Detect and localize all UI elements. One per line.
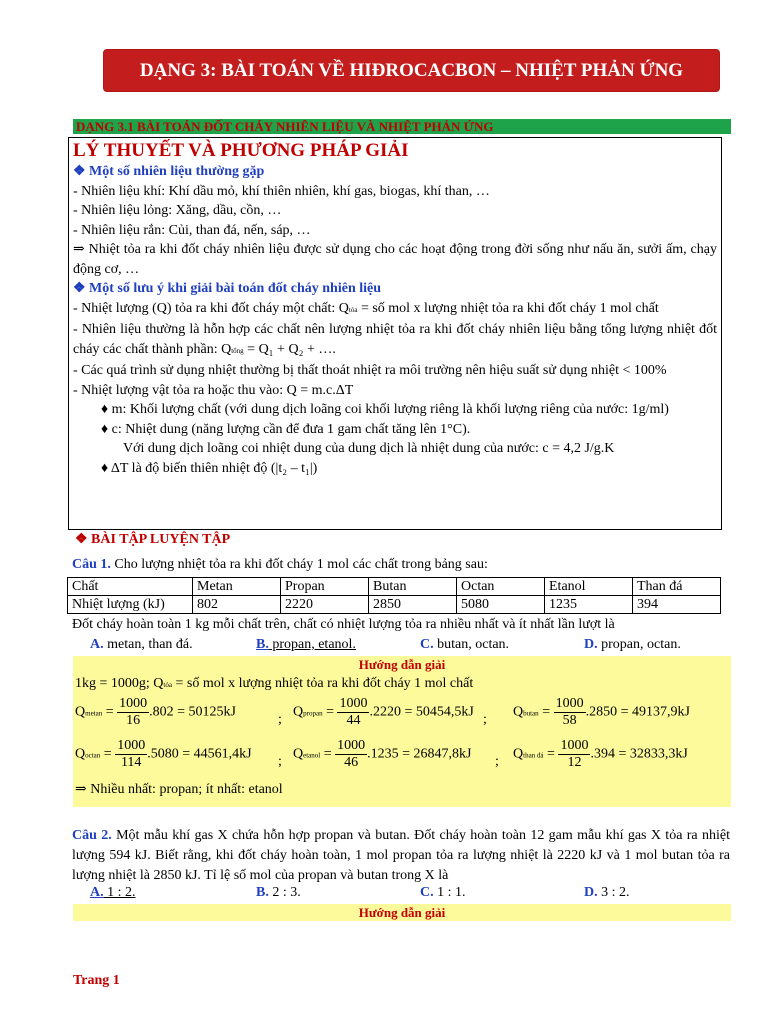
equation-than-da: Qthan đá = $\frac{1000}{12}$ .394 = 32833,3kJ [513, 738, 688, 770]
question-2: Câu 2. Một mẫu khí gas X chứa hỗn hợp propan và butan. Đốt cháy hoàn toàn 12 gam mẫu khí gas X tỏa ra nhiệt lượng 594 kJ. Biết rằng, khi đốt cháy hoàn toàn, 1 mol propan tỏa ra lượng nhiệt là 2220 kJ và 1 mol butan tỏa ra lượng nhiệt là 2850 kJ. Tỉ lệ số mol của propan và butan trong X là [72, 828, 730, 883]
table-cell: 394 [633, 596, 721, 614]
theory-line-heat: - Nhiệt lượng (Q) tỏa ra khi đốt cháy một chất: Qtỏa = số mol x lượng nhiệt tỏa ra khi đốt cháy 1 mol chất [73, 300, 659, 316]
table-cell: Chất [68, 578, 193, 596]
theory-heading: LÝ THUYẾT VÀ PHƯƠNG PHÁP GIẢI [73, 140, 409, 161]
option-b[interactable]: B. 2 : 3. [256, 885, 301, 900]
table-cell: Etanol [545, 578, 633, 596]
theory-line: - Nhiệt lượng vật tỏa ra hoặc thu vào: Q = m.c.ΔT [73, 382, 354, 398]
separator: ; [483, 712, 487, 727]
option-d[interactable]: D. 3 : 2. [584, 885, 630, 900]
page-title: DẠNG 3: BÀI TOÁN VỀ HIĐROCACBON – NHIỆT PHẢN ỨNG [103, 49, 720, 92]
heat-table [67, 577, 721, 614]
option-a[interactable]: A. metan, than đá. [90, 637, 193, 652]
theory-line: - Nhiên liệu khí: Khí dầu mỏ, khí thiên nhiên, khí gas, biogas, khí than, … [73, 183, 490, 199]
table-cell: Octan [457, 578, 545, 596]
equation-octan: Qoctan = $\frac{1000}{114}$ .5080 = 44561,4kJ [75, 738, 252, 770]
theory-line: - Nhiên liệu rắn: Củi, than đá, nến, sáp, … [73, 222, 311, 238]
table-cell: Nhiệt lượng (kJ) [68, 596, 193, 614]
theory-line: ⇒ Nhiệt tỏa ra khi đốt cháy nhiên liệu được sử dụng cho các hoạt động trong đời sống như nấu ăn, sưởi ấm, chạy động cơ, … [73, 242, 717, 277]
theory-line: Với dung dịch loãng coi nhiệt dung của dung dịch là nhiệt dung của nước: c = 4,2 J/g.K [123, 441, 615, 456]
solution-title: Hướng dẫn giải [358, 657, 446, 672]
theory-subheading-notes: ❖ Một số lưu ý khi giải bài toán đốt cháy nhiên liệu [73, 281, 382, 296]
table-header-row [68, 578, 721, 596]
equation-butan: Qbutan = $\frac{1000}{58}$ .2850 = 49137,9kJ [513, 696, 690, 728]
option-c[interactable]: C. 1 : 1. [420, 885, 466, 900]
separator: ; [278, 712, 282, 727]
table-cell: 1235 [545, 596, 633, 614]
table-cell: 2850 [369, 596, 457, 614]
table-cell: Propan [281, 578, 369, 596]
theory-line: ♦ m: Khối lượng chất (với dung dịch loãng coi khối lượng riêng là khối lượng riêng của nước: 1g/ml) [101, 402, 669, 417]
theory-line: - Nhiên liệu lỏng: Xăng, dầu, cồn, … [73, 203, 282, 218]
theory-line: ♦ c: Nhiệt dung (năng lượng cần để đưa 1 gam chất tăng lên 1°C). [101, 421, 471, 437]
equation-metan: Qmetan = $\frac{1000}{16}$ .802 = 50125kJ [75, 696, 236, 728]
solution-box [73, 656, 731, 807]
table-cell: 5080 [457, 596, 545, 614]
theory-line: - Các quá trình sử dụng nhiệt thường bị thất thoát nhiệt ra môi trường nên hiệu suất sử dụng nhiệt < 100% [73, 363, 667, 378]
table-row [68, 596, 721, 614]
section-title: DẠNG 3.1 BÀI TOÁN ĐỐT CHÁY NHIÊN LIỆU VÀ NHIỆT PHẢN ỨNG [73, 119, 731, 134]
solution-title-2: Hướng dẫn giải [73, 904, 731, 921]
table-cell: 2220 [281, 596, 369, 614]
theory-line-total: - Nhiên liệu thường là hỗn hợp các chất nên lượng nhiệt tỏa ra khi đốt cháy nhiên liệu bằng tổng lượng nhiệt đốt cháy các chất thành phần: Qtổng = Q₁ + Q₂ + …. [73, 322, 717, 357]
table-cell: Butan [369, 578, 457, 596]
theory-subheading-fuels: ❖ Một số nhiên liệu thường gặp [73, 164, 265, 179]
solution-intro: 1kg = 1000g; Qtỏa = số mol x lượng nhiệt tỏa ra khi đốt cháy 1 mol chất [75, 676, 474, 691]
page-number: Trang 1 [73, 973, 120, 988]
option-c[interactable]: C. butan, octan. [420, 637, 510, 652]
exercises-title: ❖ BÀI TẬP LUYỆN TẬP [75, 532, 231, 547]
option-a[interactable]: A. 1 : 2. [90, 885, 136, 900]
table-cell: Than đá [633, 578, 721, 596]
table-cell: Metan [193, 578, 281, 596]
theory-box [68, 137, 722, 530]
equation-propan: Qpropan = $\frac{1000}{44}$ .2220 = 50454,5kJ [293, 696, 474, 728]
separator: ; [495, 754, 499, 769]
option-d[interactable]: D. propan, octan. [584, 637, 681, 652]
solution-conclusion: ⇒ Nhiều nhất: propan; ít nhất: etanol [75, 782, 283, 797]
equation-etanol: Qetanol = $\frac{1000}{46}$ .1235 = 26847,8kJ [293, 738, 472, 770]
separator: ; [278, 754, 282, 769]
theory-line: ♦ ΔT là độ biến thiên nhiệt độ (|t₂ – t₁|) [101, 460, 318, 476]
table-cell: 802 [193, 596, 281, 614]
option-b[interactable]: B. propan, etanol. [256, 637, 356, 652]
question-1: Câu 1. Cho lượng nhiệt tỏa ra khi đốt cháy 1 mol các chất trong bảng sau: [72, 557, 488, 572]
question-1-prompt: Đốt cháy hoàn toàn 1 kg mỗi chất trên, chất có nhiệt lượng tỏa ra nhiều nhất và ít nhất lần lượt là [72, 617, 615, 632]
